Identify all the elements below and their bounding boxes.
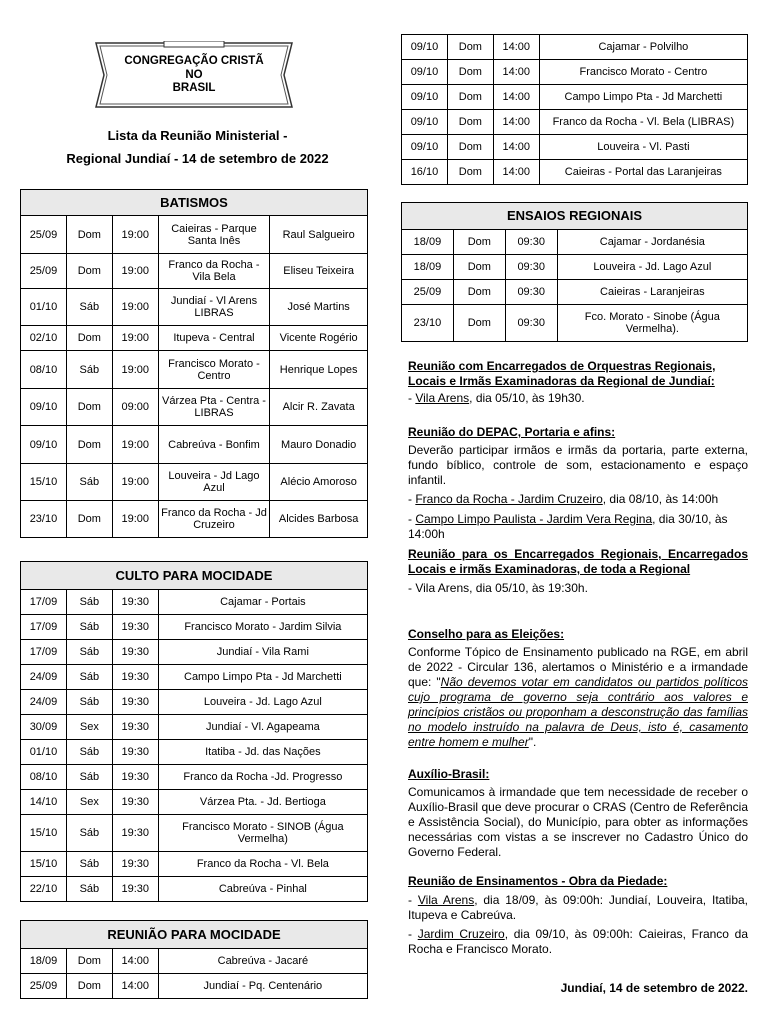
culto-mocidade-table	[20, 561, 368, 902]
cell-date: 30/09	[21, 715, 67, 740]
notice-ensinamentos-title: Reunião de Ensinamentos - Obra da Piedade:	[408, 874, 668, 888]
cell-day: Dom	[453, 280, 505, 305]
cell-day: Sáb	[66, 289, 112, 326]
table-row	[21, 665, 368, 690]
cell-location: Francisco Morato - Centro	[539, 60, 747, 85]
cell-location: Várzea Pta - Centra - LIBRAS	[158, 389, 270, 426]
batismos-table	[20, 189, 368, 538]
cell-day: Dom	[447, 60, 493, 85]
cell-date: 08/10	[21, 351, 67, 389]
notice-orquestras: Reunião com Encarregados de Orquestras Regionais, Locais e Irmãs Examinadoras da Regional de Jundiaí: - Vila Arens, dia 05/10, às 19h30.	[408, 359, 748, 406]
cell-time: 19:30	[112, 665, 158, 690]
cell-time: 09:00	[112, 389, 158, 426]
table-row	[21, 464, 368, 501]
cell-location: Caieiras - Laranjeiras	[557, 280, 747, 305]
table-row	[402, 60, 748, 85]
cell-location: Franco da Rocha - Vila Bela	[158, 254, 270, 289]
cell-day: Dom	[66, 426, 112, 464]
cell-time: 19:00	[112, 501, 158, 538]
cell-location: Louveira - Vl. Pasti	[539, 135, 747, 160]
cell-date: 23/10	[21, 501, 67, 538]
notice-eleicoes	[408, 627, 748, 750]
notice-ensinamentos-detail-1: , dia 18/09, às 09:00h: Jundiaí, Louveira, Itatiba, Itupeva e Cabreúva.	[408, 893, 749, 922]
table-row	[21, 974, 368, 999]
cell-date: 17/09	[21, 590, 67, 615]
cell-date: 09/10	[402, 35, 448, 60]
notice-ensinamentos-place-2: Jardim Cruzeiro	[417, 927, 505, 941]
ensaios-regionais-rows	[402, 230, 748, 342]
notice-encarregados	[408, 547, 748, 596]
notice-auxilio-title: Auxílio-Brasil:	[408, 767, 490, 781]
cell-day: Dom	[447, 160, 493, 185]
cell-day: Dom	[453, 230, 505, 255]
cell-date: 09/10	[402, 135, 448, 160]
cell-time: 19:00	[112, 254, 158, 289]
cell-location: Jundiaí - Vl. Agapeama	[158, 715, 367, 740]
cell-minister: Alcir R. Zavata	[270, 389, 368, 426]
cell-date: 22/10	[21, 877, 67, 902]
table-row	[21, 216, 368, 254]
table-row	[21, 389, 368, 426]
cell-day: Dom	[66, 974, 112, 999]
cell-minister: José Martins	[270, 289, 368, 326]
notice-eleicoes-quote: Não devemos votar em candidatos ou partidos políticos cujo programa de governo seja contrário aos valores e princípios cristãos ou proponham a desconstrução das famílias no modelo instruído na palavra de Deus, isto é, casamento entre homem e mulher	[408, 675, 749, 749]
cell-location: Jundiaí - Pq. Centenário	[158, 974, 367, 999]
cell-date: 15/10	[21, 464, 67, 501]
notice-orquestras-detail: , dia 05/10, às 19h30.	[469, 391, 585, 405]
cell-day: Dom	[66, 501, 112, 538]
cell-time: 09:30	[505, 280, 557, 305]
table-row	[21, 289, 368, 326]
cell-date: 18/09	[402, 255, 454, 280]
notice-auxilio	[408, 767, 748, 860]
table-row	[21, 852, 368, 877]
church-logo	[94, 41, 294, 109]
cell-date: 01/10	[21, 289, 67, 326]
table-row	[402, 305, 748, 342]
cell-time: 19:30	[112, 590, 158, 615]
table-row	[21, 690, 368, 715]
table-row	[21, 765, 368, 790]
table-row	[21, 740, 368, 765]
cell-location: Francisco Morato - SINOB (Água Vermelha)	[158, 815, 367, 852]
document-title-line-1: Lista da Reunião Ministerial -	[107, 128, 288, 143]
cell-minister: Henrique Lopes	[270, 351, 368, 389]
table-row	[402, 135, 748, 160]
notice-ensinamentos-place-1: Vila Arens	[417, 893, 475, 907]
cell-location: Louveira - Jd. Lago Azul	[557, 255, 747, 280]
cell-date: 18/09	[21, 949, 67, 974]
cell-date: 01/10	[21, 740, 67, 765]
cell-date: 25/09	[21, 254, 67, 289]
notice-depac-detail-2: , dia 30/10, às 14:00h	[408, 512, 728, 541]
reuniao-mocidade-rows	[21, 949, 368, 999]
cell-location: Franco da Rocha - Vl. Bela (LIBRAS)	[539, 110, 747, 135]
logo-line-3: BRASIL	[172, 82, 216, 94]
cell-location: Francisco Morato - Jardim Silvia	[158, 615, 367, 640]
cell-date: 09/10	[21, 426, 67, 464]
table-row	[402, 35, 748, 60]
cell-date: 16/10	[402, 160, 448, 185]
cell-day: Dom	[66, 216, 112, 254]
notice-depac-detail-1: , dia 08/10, às 14:00h	[602, 492, 719, 506]
document-title-line-2: Regional Jundiaí - 14 de setembro de 2022	[66, 151, 329, 166]
cell-location: Cabreúva - Jacaré	[158, 949, 367, 974]
ensaios-regionais-title: ENSAIOS REGIONAIS	[402, 203, 748, 230]
cell-time: 19:30	[112, 640, 158, 665]
cell-day: Sáb	[66, 877, 112, 902]
cell-day: Sáb	[66, 665, 112, 690]
cell-minister: Vicente Rogério	[270, 326, 368, 351]
cell-date: 25/09	[402, 280, 454, 305]
cell-date: 14/10	[21, 790, 67, 815]
cell-location: Cabreúva - Bonfim	[158, 426, 270, 464]
cell-location: Franco da Rocha -Jd. Progresso	[158, 765, 367, 790]
cell-time: 14:00	[112, 949, 158, 974]
closing-date: Jundiaí, 14 de setembro de 2022.	[560, 981, 748, 995]
table-row	[21, 501, 368, 538]
cell-day: Sáb	[66, 590, 112, 615]
reuniao-mocidade-title: REUNIÃO PARA MOCIDADE	[21, 921, 368, 949]
cell-time: 09:30	[505, 230, 557, 255]
notice-depac: Reunião do DEPAC, Portaria e afins: Deverão participar irmãos e irmãs da portaria, parte externa, fundo bíblico, controle de som, estacionamento e espaço infantil. - Franco da Rocha - Jardim Cruzeiro, dia 08/10, às 14:00h - Campo Limpo Paulista - Jardim Vera Regina, dia 30/10, às 14:00h	[408, 425, 748, 541]
cell-date: 23/10	[402, 305, 454, 342]
notice-encarregados-title: Reunião para os Encarregados Regionais, Encarregados Locais e irmãs Examinadoras, de toda a Regional	[408, 547, 748, 576]
cell-time: 19:00	[112, 426, 158, 464]
notice-depac-place-1: Franco da Rocha - Jardim Cruzeiro	[415, 492, 603, 506]
cell-location: Fco. Morato - Sinobe (Água Vermelha).	[557, 305, 747, 342]
cell-day: Sáb	[66, 740, 112, 765]
table-row	[21, 426, 368, 464]
cell-time: 19:00	[112, 289, 158, 326]
cell-time: 19:30	[112, 790, 158, 815]
notice-orquestras-title: Reunião com Encarregados de Orquestras Regionais, Locais e Irmãs Examinadoras da Regional de Jundiaí:	[408, 359, 716, 388]
cell-time: 09:30	[505, 305, 557, 342]
cell-location: Jundiaí - Vl Arens LIBRAS	[158, 289, 270, 326]
reuniao-mocidade-continued-table	[401, 34, 748, 185]
cell-time: 14:00	[112, 974, 158, 999]
cell-time: 14:00	[493, 85, 539, 110]
cell-location: Cabreúva - Pinhal	[158, 877, 367, 902]
cell-minister: Alécio Amoroso	[270, 464, 368, 501]
cell-time: 19:30	[112, 715, 158, 740]
cell-time: 19:30	[112, 615, 158, 640]
cell-location: Campo Limpo Pta - Jd Marchetti	[158, 665, 367, 690]
cell-day: Dom	[66, 949, 112, 974]
table-row	[402, 85, 748, 110]
cell-day: Dom	[447, 85, 493, 110]
cell-day: Sáb	[66, 615, 112, 640]
cell-location: Jundiaí - Vila Rami	[158, 640, 367, 665]
cell-date: 09/10	[21, 389, 67, 426]
reuniao-mocidade-continued-rows	[402, 35, 748, 185]
cell-time: 19:30	[112, 852, 158, 877]
cell-date: 18/09	[402, 230, 454, 255]
cell-date: 17/09	[21, 615, 67, 640]
cell-day: Dom	[453, 305, 505, 342]
cell-time: 19:30	[112, 815, 158, 852]
cell-day: Sáb	[66, 640, 112, 665]
cell-time: 14:00	[493, 160, 539, 185]
cell-time: 14:00	[493, 35, 539, 60]
cell-date: 25/09	[21, 974, 67, 999]
cell-location: Itatiba - Jd. das Nações	[158, 740, 367, 765]
table-row	[21, 615, 368, 640]
cell-time: 14:00	[493, 60, 539, 85]
cell-location: Franco da Rocha - Jd Cruzeiro	[158, 501, 270, 538]
cell-date: 09/10	[402, 60, 448, 85]
cell-location: Caieiras - Parque Santa Inês	[158, 216, 270, 254]
notice-auxilio-body: Comunicamos à irmandade que tem necessidade de receber o Auxílio-Brasil que deve procurar o CRAS (Centro de Referência e Assistência Social), do Município, para obter as informações necessárias com vistas a se inscrever no Cadastro Único do Governo Federal.	[408, 785, 748, 859]
cell-date: 09/10	[402, 85, 448, 110]
cell-day: Dom	[66, 389, 112, 426]
cell-day: Dom	[453, 255, 505, 280]
notice-ensinamentos-detail-2: , dia 09/10, às 09:00h: Caieiras, Franco da Rocha e Francisco Morato.	[408, 927, 748, 956]
cell-time: 19:30	[112, 690, 158, 715]
notice-eleicoes-body-start: Conforme Tópico de Ensinamento publicado na RGE, em abril de 2022 - Circular 136, alertamos o Ministério e a irmandade que: "	[408, 645, 748, 689]
notice-depac-title: Reunião do DEPAC, Portaria e afins:	[408, 425, 616, 439]
cell-time: 19:00	[112, 216, 158, 254]
cell-time: 19:30	[112, 765, 158, 790]
cell-location: Campo Limpo Pta - Jd Marchetti	[539, 85, 747, 110]
cell-day: Sáb	[66, 852, 112, 877]
table-row	[402, 255, 748, 280]
cell-day: Sáb	[66, 815, 112, 852]
cell-location: Louveira - Jd Lago Azul	[158, 464, 270, 501]
table-row	[21, 326, 368, 351]
cell-date: 15/10	[21, 852, 67, 877]
cell-location: Louveira - Jd. Lago Azul	[158, 690, 367, 715]
notice-eleicoes-body-end: ".	[528, 735, 537, 749]
cell-date: 08/10	[21, 765, 67, 790]
cell-day: Dom	[66, 326, 112, 351]
cell-date: 09/10	[402, 110, 448, 135]
cell-day: Dom	[447, 135, 493, 160]
cell-time: 14:00	[493, 110, 539, 135]
culto-mocidade-rows	[21, 590, 368, 902]
table-row	[21, 790, 368, 815]
table-row	[21, 254, 368, 289]
culto-mocidade-title: CULTO PARA MOCIDADE	[21, 562, 368, 590]
cell-date: 24/09	[21, 665, 67, 690]
cell-date: 25/09	[21, 216, 67, 254]
cell-location: Várzea Pta. - Jd. Bertioga	[158, 790, 367, 815]
cell-location: Cajamar - Portais	[158, 590, 367, 615]
cell-date: 17/09	[21, 640, 67, 665]
table-row	[21, 715, 368, 740]
cell-date: 15/10	[21, 815, 67, 852]
table-row	[402, 280, 748, 305]
notice-eleicoes-title: Conselho para as Eleições:	[408, 627, 565, 641]
notice-ensinamentos: Reunião de Ensinamentos - Obra da Piedade: - Vila Arens, dia 18/09, às 09:00h: Jundiaí, Louveira, Itatiba, Itupeva e Cabreúva. - Jardim Cruzeiro, dia 09/10, às 09:00h: Caieiras, Franco da Rocha e Francisco Morato.	[408, 874, 749, 956]
cell-day: Sex	[66, 715, 112, 740]
ensaios-regionais-table	[401, 202, 748, 342]
table-row	[21, 590, 368, 615]
cell-day: Sáb	[66, 765, 112, 790]
table-row	[402, 110, 748, 135]
cell-time: 19:30	[112, 740, 158, 765]
table-row	[21, 949, 368, 974]
table-row	[402, 230, 748, 255]
cell-day: Sáb	[66, 351, 112, 389]
cell-day: Dom	[447, 110, 493, 135]
notice-depac-body: Deverão participar irmãos e irmãs da portaria, parte externa, fundo bíblico, controle de som, estacionamento e espaço infantil.	[408, 443, 748, 487]
cell-time: 19:00	[112, 464, 158, 501]
cell-time: 19:00	[112, 326, 158, 351]
batismos-title: BATISMOS	[21, 190, 368, 216]
cell-location: Francisco Morato - Centro	[158, 351, 270, 389]
cell-location: Cajamar - Polvilho	[539, 35, 747, 60]
reuniao-mocidade-table	[20, 920, 368, 999]
cell-location: Itupeva - Central	[158, 326, 270, 351]
notice-depac-place-2: Campo Limpo Paulista - Jardim Vera Regina	[415, 512, 653, 526]
cell-time: 09:30	[505, 255, 557, 280]
cell-time: 19:30	[112, 877, 158, 902]
cell-time: 14:00	[493, 135, 539, 160]
cell-day: Sáb	[66, 690, 112, 715]
cell-minister: Eliseu Teixeira	[270, 254, 368, 289]
cell-day: Sex	[66, 790, 112, 815]
logo-line-1: CONGREGAÇÃO CRISTÃ	[124, 55, 264, 67]
table-row	[21, 877, 368, 902]
cell-minister: Mauro Donadio	[270, 426, 368, 464]
notice-encarregados-item: - Vila Arens, dia 05/10, às 19:30h.	[408, 581, 588, 595]
table-row	[402, 160, 748, 185]
notice-orquestras-place: Vila Arens	[415, 391, 470, 405]
cell-day: Sáb	[66, 464, 112, 501]
cell-date: 24/09	[21, 690, 67, 715]
cell-day: Dom	[447, 35, 493, 60]
cell-date: 02/10	[21, 326, 67, 351]
cell-minister: Raul Salgueiro	[270, 216, 368, 254]
cell-day: Dom	[66, 254, 112, 289]
cell-location: Caieiras - Portal das Laranjeiras	[539, 160, 747, 185]
cell-time: 19:00	[112, 351, 158, 389]
batismos-rows	[21, 216, 368, 538]
table-row	[21, 351, 368, 389]
cell-location: Cajamar - Jordanésia	[557, 230, 747, 255]
table-row	[21, 640, 368, 665]
cell-location: Franco da Rocha - Vl. Bela	[158, 852, 367, 877]
table-row	[21, 815, 368, 852]
cell-minister: Alcides Barbosa	[270, 501, 368, 538]
logo-line-2: NO	[185, 68, 203, 81]
